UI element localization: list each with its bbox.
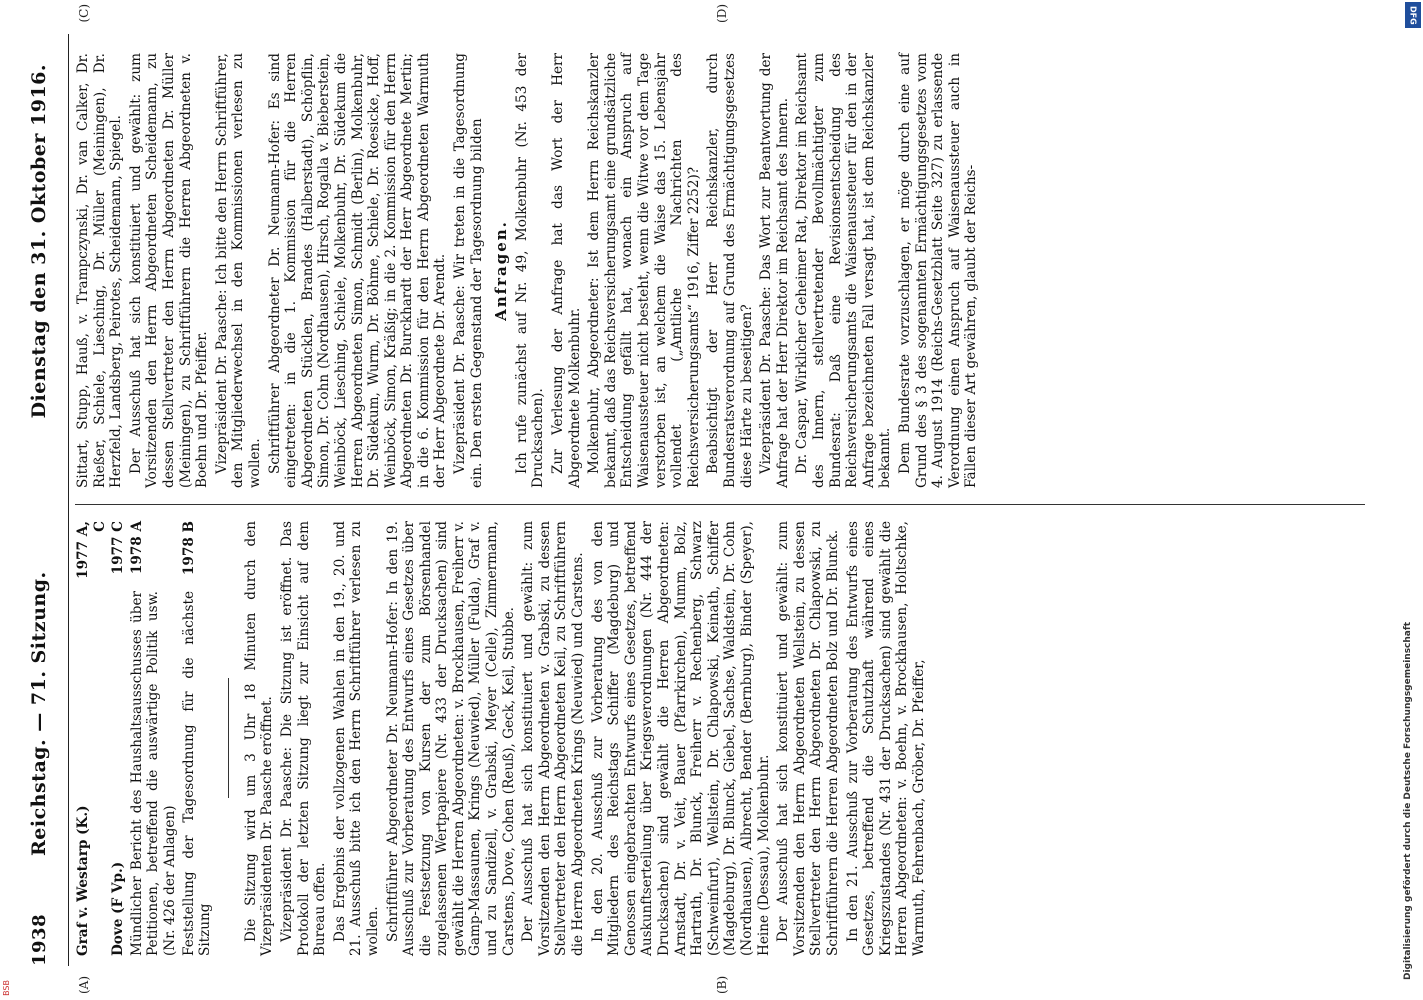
section-title: Anfragen. [492,220,511,321]
section-rule [228,679,229,799]
toc-page: 1977 C [110,521,127,575]
left-column [75,511,1365,966]
toc-text: Graf v. Westarp (K.) [75,805,91,956]
toc-entry [110,521,127,956]
body-paragraph: Vizepräsident Dr. Paasche: Die Sitzung ist eröffnet. Das Protokoll der letzten Sitzung liegt zur Einsicht auf dem Bureau offen. [278,521,329,956]
toc-entry [75,521,108,956]
body-paragraph: Beabsichtigt der Herr Reichskanzler, durch Bundesratsverordnung auf Grund des Ermächtigungsgesetzes diese Härte zu beseitigen? [705,53,755,488]
body-paragraph: Molkenbuhr, Abgeordneter: Ist dem Herrn Reichskanzler bekannt, daß das Reichsversicherungsamt eine grundsätzliche Entscheidung gefällt hat, wonach ein Anspruch auf Waisenaussteuer nicht besteht, wenn die Witwe vor dem Tage verstorben ist, an welchem die Waise das 15. Lebensjahr vollendet („Amtliche Nachrichten des Reichsversicherungsamts“ 1916, Ziffer 2252)? [586,53,702,488]
body-paragraph: Vizepräsident Dr. Paasche: Das Wort zur Beantwortung der Anfrage hat der Herr Direktor im Reichsamt des Innern. [758,53,791,488]
column-divider [75,504,1365,505]
margin-marker-a: (A) [77,975,91,994]
toc-text: Feststellung der Tagesordnung für die nächste Sitzung [180,591,214,956]
body-paragraph: Schriftführer Abgeordneter Dr. Neumann-Hofer: Es sind eingetreten: in die 1. Kommission für die Herren Abgeordneten Stücklen, Brandes (Halberstadt), Schöpflin, Simon, Dr. Cohn (Nordhausen), Hirsch, Rogalla v. Bieberstein, Weinböck, Liesching, Schiele, Molkenbuhr, Dr. Südekum die Herren Abgeordneten Simon, Schmidt (Berlin), Molkenbuhr, Dr. Südekum, Wurm, Dr. Böhme, Schiele, Dr. Roesicke, Hoff, Weinböck, Simon, Kräßig; in die 2. Kommission für den Herrn Abgeordneten Dr. Burckhardt der Herr Abgeordnete Mertin; in die 6. Kommission für den Herrn Abgeordneten Warmuth der Herr Abgeordnete Dr. Arendt. [266,53,449,488]
header-center: Reichstag. — 71. Sitzung. [28,571,50,856]
margin-marker-d: (D) [715,4,729,23]
toc-text: Mündlicher Bericht des Haushaltsausschusses über Petitionen, betreffend die auswärtige Politik usw. (Nr. 426 der Anlagen) [128,591,178,956]
margin-marker-b: (B) [715,975,729,994]
body-paragraph: Dr. Caspar, Wirklicher Geheimer Rat, Direktor im Reichsamt des Innern, stellvertretender Bevollmächtigter zum Bundesrat: Daß eine Revisionsentscheidung des Reichsversicherungsamts die Waisenaussteuer für den in der Anfrage bezeichneten Fall versagt hat, ist dem Reichskanzler bekannt. [794,53,894,488]
body-paragraph: Vizepräsident Dr. Paasche: Wir treten in die Tagesordnung ein. Den ersten Gegenstand der Tagesordnung bilden [452,53,485,488]
header-date: Dienstag den 31. Oktober 1916. [28,64,50,419]
right-column [75,43,1365,498]
toc-text: Dove (F Vp.) [110,861,127,956]
toc-entry [129,521,179,956]
page-number: 1938 [29,913,50,966]
margin-marker-c: (C) [77,4,91,23]
opening-paragraph: Die Sitzung wird um 3 Uhr 18 Minuten durch den Vizepräsidenten Dr. Paasche eröffnet. [242,521,276,956]
body-paragraph: Sittart, Stupp, Hauß, v. Trampczynski, Dr. van Calker, Dr. Rießer, Schiele, Liesching, Dr. Müller (Meiningen), Dr. Herzfeld, Landsberg, Peirotes, Scheidemann, Spiegel. [75,53,125,488]
body-paragraph: In den 21. Ausschuß zur Vorberatung des Entwurfs eines Gesetzes, betreffend die Schutzhaft während eines Kriegszustandes (Nr. 431 der Drucksachen) sind gewählt die Herren Abgeordneten: v. Boehn, v. Brockhausen, Holtschke, Warmuth, Fehrenbach, Gröber, Dr. Pfeiffer, [844,521,927,956]
body-paragraph: Der Ausschuß hat sich konstituiert und gewählt: zum Vorsitzenden den Herrn Abgeordneten Scheidemann, zu dessen Stellvertreter den Herrn Abgeordneten Dr. Müller (Meiningen), zu Schriftführern die Herren Abgeordneten v. Boehn und Dr. Pfeiffer. [127,53,211,488]
body-paragraph: Dem Bundesrate vorzuschlagen, er möge durch eine auf Grund des § 3 des sogenannten Ermächtigungsgesetzes vom 4. August 1914 (Reichs-Gesetzblatt Seite 327) zu erlassende Verordnung einen Anspruch auf Waisenaussteuer auch in Fällen dieser Art gewähren, glaubt der Reichs- [896,53,980,488]
body-paragraph: Vizepräsident Dr. Paasche: Ich bitte den Herrn Schriftführer, den Mitgliederwechsel in den Kommissionen verlesen zu wollen. [213,53,263,488]
body-paragraph: In den 20. Ausschuß zur Vorberatung des von den Mitgliedern des Reichstags Schiffer (Magdeburg) und Genossen eingebrachten Entwurfs eines Gesetzes, betreffend Auskunftserteilung über Kriegsverordnungen (Nr. 444 der Drucksachen) sind gewählt die Herren Abgeordneten: Arnstadt, Dr. v. Veit, Bauer (Pfarrkirchen), Mumm, Bolz, Hartrath, Dr. Blunck, Freiherr v. Rechenberg, Schwarz (Schweinfurt), Wellstein, Dr. Chlapowski, Keinath, Schiffer (Magdeburg), Dr. Blunck, Giebel, Sachse, Waldstein, Dr. Cohn (Nordhausen), Albrecht, Bender (Bernburg), Binder (Speyer), Heine (Dessau), Molkenbuhr. [589,521,772,956]
toc-page: 1978 A [128,521,145,575]
dfg-logo-icon: DFG [1405,2,1421,28]
body-paragraph: Zur Verlesung der Anfrage hat das Wort der Herr Abgeordnete Molkenbuhr. [550,53,583,488]
running-header [28,34,69,966]
body-paragraph: Der Ausschuß hat sich konstituiert und gewählt: zum Vorsitzenden den Herrn Abgeordneten v. Grabski, zu dessen Stellvertreter den Herrn Abgeordneten Keil, zu Schriftführern die Herren Abgeordneten Krings (Neuwied) und Carstens. [520,521,587,956]
toc-page: 1977 A, C [75,521,108,579]
body-paragraph: Ich rufe zunächst auf Nr. 49, Molkenbuhr (Nr. 453 der Drucksachen). [513,53,547,488]
body-paragraph: Das Ergebnis der vollzogenen Wahlen in den 19., 20. und 21. Ausschuß bitte ich den Herrn Schriftführer verlesen zu wollen. [331,521,381,956]
toc-entry [181,521,214,956]
body-paragraph: Schriftführer Abgeordneter Dr. Neumann-Hofer: In den 19. Ausschuß zur Vorberatung des Entwurfs eines Gesetzes über die Festsetzung von Kursen der zum Börsenhandel zugelassenen Wertpapiere (Nr. 433 der Drucksachen) sind gewählt die Herren Abgeordneten: v. Brockhausen, Freiherr v. Gamp-Massaunen, Krings (Neuwied), Müller (Fulda), Graf v. und zu Sandizell, v. Grabski, Meyer (Celle), Zimmermann, Carstens, Dove, Cohen (Reuß), Geck, Keil, Stubbe. [384,521,517,956]
body-paragraph: Der Ausschuß hat sich konstituiert und gewählt: zum Vorsitzenden den Herrn Abgeordneten Wellstein, zu dessen Stellvertreter den Herrn Abgeordneten Dr. Chlapowski, zu Schriftführern die Herren Abgeordneten Bolz und Dr. Blunck. [775,521,841,956]
digitization-note-text: Digitalisierung gefördert durch die Deutsche Forschungsgemeinschaft [1403,621,1413,980]
toc-page: 1978 B [180,521,197,576]
digitization-note [1403,20,1421,980]
text-columns [75,4,1365,994]
library-mark: BSB [2,980,11,996]
